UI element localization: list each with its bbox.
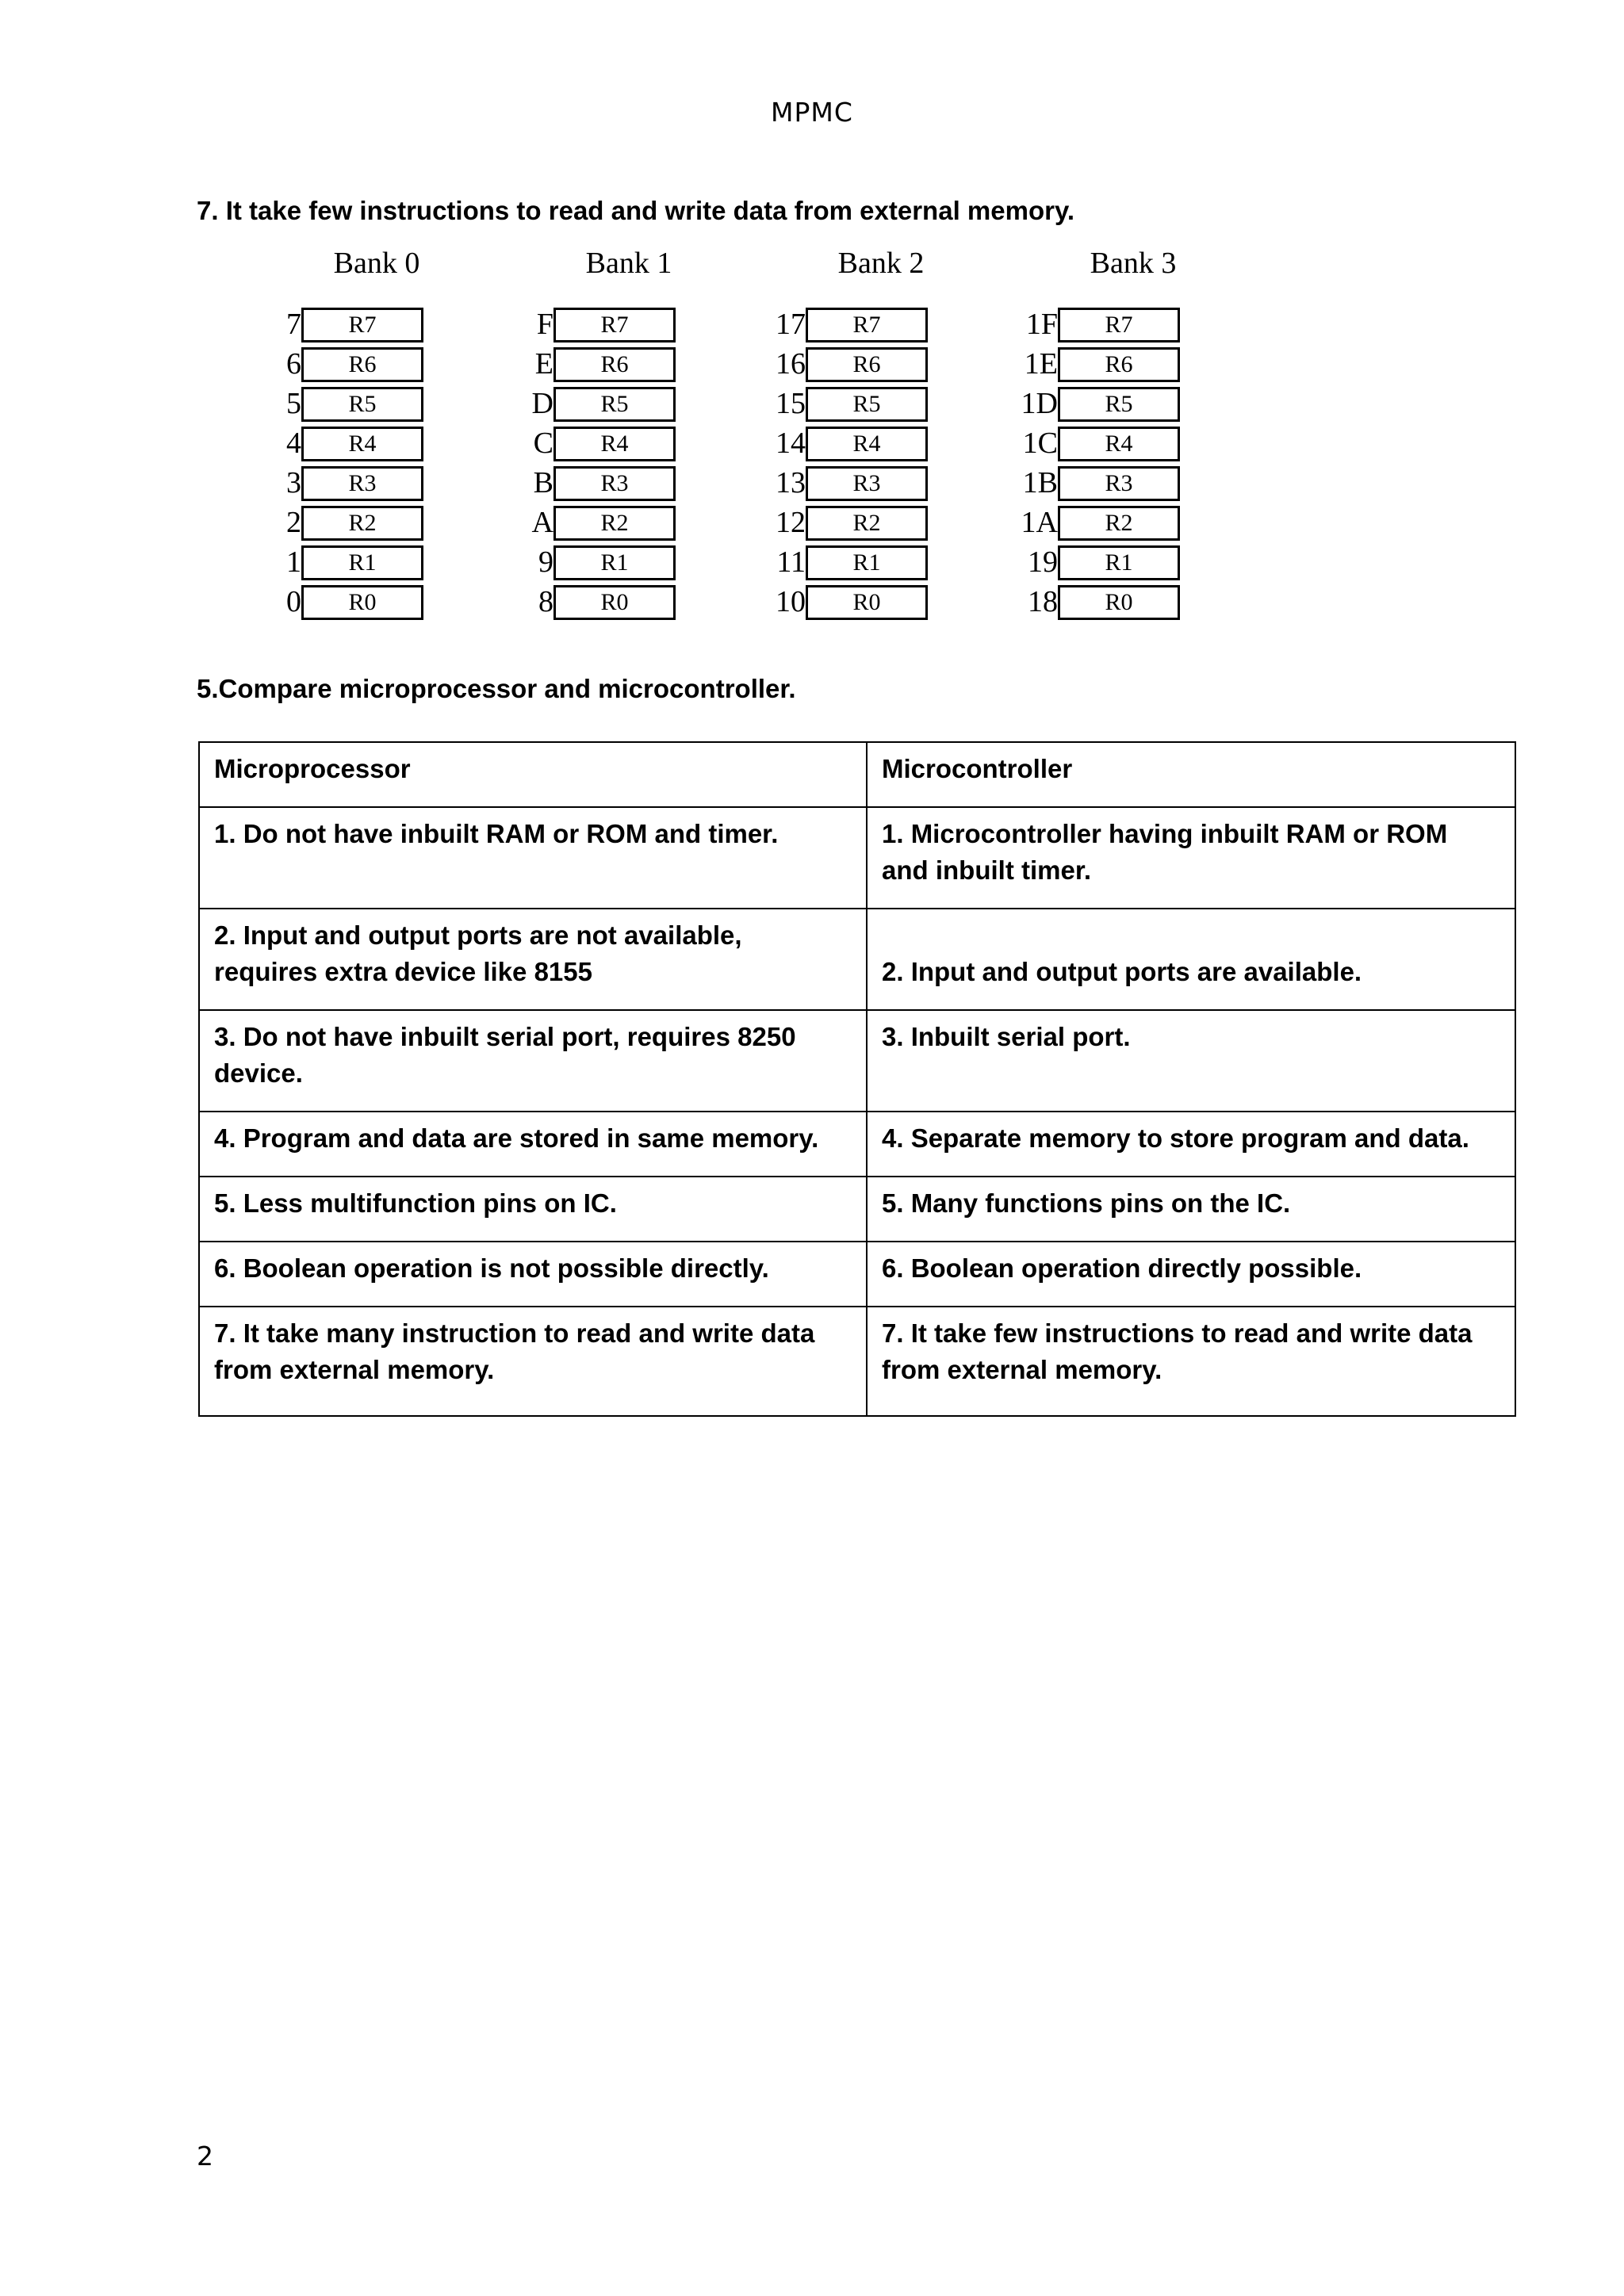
table-cell: 5. Less multifunction pins on IC. xyxy=(199,1177,867,1242)
register-row xyxy=(766,584,1004,620)
bank-title: Bank 0 xyxy=(333,247,420,280)
register-box: R2 xyxy=(1058,506,1180,541)
table-cell: 2. Input and output ports are not available, requires extra device like 8155 xyxy=(199,909,867,1010)
register-row xyxy=(1018,346,1256,382)
register-row xyxy=(1018,584,1256,620)
comparison-table xyxy=(198,741,1516,1417)
register-box: R1 xyxy=(806,545,928,580)
register-address: 2 xyxy=(286,506,301,539)
register-box: R0 xyxy=(1058,585,1180,620)
register-row xyxy=(1018,425,1256,461)
register-box: R7 xyxy=(806,308,928,342)
register-box: R1 xyxy=(1058,545,1180,580)
table-cell: 1. Microcontroller having inbuilt RAM or ROM and inbuilt timer. xyxy=(867,807,1515,909)
register-address: F xyxy=(536,308,553,341)
register-address: 13 xyxy=(776,466,806,499)
register-row xyxy=(1018,544,1256,580)
register-address: 1C xyxy=(1022,427,1058,460)
register-row xyxy=(514,544,752,580)
section-heading-compare: 5.Compare microprocessor and microcontroller. xyxy=(197,674,796,703)
register-row xyxy=(262,465,500,501)
register-box: R2 xyxy=(806,506,928,541)
register-address: 6 xyxy=(286,347,301,381)
register-row xyxy=(766,306,1004,342)
register-row xyxy=(262,504,500,541)
register-box: R2 xyxy=(301,506,423,541)
register-address: A xyxy=(531,506,553,539)
register-box: R5 xyxy=(806,387,928,422)
register-row xyxy=(262,584,500,620)
table-row xyxy=(199,807,1515,909)
register-address: E xyxy=(534,347,553,381)
register-box: R4 xyxy=(806,427,928,461)
register-row xyxy=(262,425,500,461)
register-box: R2 xyxy=(553,506,676,541)
register-box: R6 xyxy=(301,347,423,382)
register-row xyxy=(1018,504,1256,541)
register-address: 11 xyxy=(776,545,806,579)
register-row xyxy=(514,346,752,382)
table-cell: 1. Do not have inbuilt RAM or ROM and timer. xyxy=(199,807,867,909)
register-box: R4 xyxy=(1058,427,1180,461)
table-cell: 4. Separate memory to store program and data. xyxy=(867,1112,1515,1177)
register-address: 3 xyxy=(286,466,301,499)
register-row xyxy=(1018,465,1256,501)
bank-title: Bank 3 xyxy=(1090,247,1177,280)
register-box: R6 xyxy=(553,347,676,382)
register-address: D xyxy=(531,387,553,420)
table-row xyxy=(199,1307,1515,1416)
register-address: C xyxy=(533,427,553,460)
table-row xyxy=(199,1242,1515,1307)
register-address: 1F xyxy=(1025,308,1058,341)
register-box: R3 xyxy=(806,466,928,501)
register-address: 16 xyxy=(776,347,806,381)
table-cell: 3. Do not have inbuilt serial port, requires 8250 device. xyxy=(199,1010,867,1112)
register-address: 1 xyxy=(286,545,301,579)
register-box: R1 xyxy=(301,545,423,580)
register-address: 4 xyxy=(286,427,301,460)
register-address: 1E xyxy=(1024,347,1058,381)
register-row xyxy=(766,425,1004,461)
register-row xyxy=(262,346,500,382)
register-address: 10 xyxy=(776,585,806,618)
register-box: R4 xyxy=(301,427,423,461)
register-address: 1D xyxy=(1021,387,1058,420)
table-header-row xyxy=(199,742,1515,807)
bank-title: Bank 2 xyxy=(837,247,925,280)
register-address: 0 xyxy=(286,585,301,618)
table-cell: 6. Boolean operation directly possible. xyxy=(867,1242,1515,1307)
table-row xyxy=(199,1177,1515,1242)
page-header: MPMC xyxy=(771,97,853,128)
table-cell: 6. Boolean operation is not possible directly. xyxy=(199,1242,867,1307)
register-address: 14 xyxy=(776,427,806,460)
table-header-cell: Microcontroller xyxy=(867,742,1515,807)
register-box: R1 xyxy=(553,545,676,580)
register-row xyxy=(514,504,752,541)
register-box: R6 xyxy=(1058,347,1180,382)
register-address: 19 xyxy=(1028,545,1058,579)
register-row xyxy=(514,425,752,461)
register-box: R0 xyxy=(553,585,676,620)
register-address: 5 xyxy=(286,387,301,420)
register-row xyxy=(766,504,1004,541)
table-row xyxy=(199,1010,1515,1112)
register-row xyxy=(766,465,1004,501)
register-address: 12 xyxy=(776,506,806,539)
table-cell: 3. Inbuilt serial port. xyxy=(867,1010,1515,1112)
register-address: 1B xyxy=(1022,466,1058,499)
register-row xyxy=(1018,306,1256,342)
register-box: R5 xyxy=(1058,387,1180,422)
register-row xyxy=(262,544,500,580)
table-cell: 7. It take many instruction to read and write data from external memory. xyxy=(199,1307,867,1416)
register-row xyxy=(514,385,752,422)
table-header-cell: Microprocessor xyxy=(199,742,867,807)
register-address: 8 xyxy=(538,585,553,618)
register-box: R4 xyxy=(553,427,676,461)
register-row xyxy=(766,346,1004,382)
register-box: R3 xyxy=(1058,466,1180,501)
register-row xyxy=(766,544,1004,580)
table-cell: 2. Input and output ports are available. xyxy=(867,909,1515,1010)
register-box: R6 xyxy=(806,347,928,382)
table-row xyxy=(199,909,1515,1010)
register-row xyxy=(262,306,500,342)
register-row xyxy=(514,465,752,501)
register-box: R7 xyxy=(553,308,676,342)
register-box: R7 xyxy=(1058,308,1180,342)
register-row xyxy=(514,584,752,620)
section-heading-top: 7. It take few instructions to read and write data from external memory. xyxy=(197,196,1075,225)
register-box: R3 xyxy=(301,466,423,501)
register-banks-diagram xyxy=(262,246,1253,634)
register-box: R0 xyxy=(806,585,928,620)
register-address: 15 xyxy=(776,387,806,420)
register-address: 1A xyxy=(1021,506,1058,539)
register-address: B xyxy=(533,466,553,499)
table-row xyxy=(199,1112,1515,1177)
register-address: 9 xyxy=(538,545,553,579)
register-box: R3 xyxy=(553,466,676,501)
register-box: R7 xyxy=(301,308,423,342)
register-row xyxy=(262,385,500,422)
register-box: R0 xyxy=(301,585,423,620)
register-address: 17 xyxy=(776,308,806,341)
table-cell: 7. It take few instructions to read and write data from external memory. xyxy=(867,1307,1515,1416)
register-address: 18 xyxy=(1028,585,1058,618)
register-box: R5 xyxy=(553,387,676,422)
table-cell: 4. Program and data are stored in same memory. xyxy=(199,1112,867,1177)
register-row xyxy=(1018,385,1256,422)
page-number: 2 xyxy=(197,2141,213,2172)
bank-title: Bank 1 xyxy=(585,247,672,280)
register-box: R5 xyxy=(301,387,423,422)
table-cell: 5. Many functions pins on the IC. xyxy=(867,1177,1515,1242)
register-row xyxy=(766,385,1004,422)
register-row xyxy=(514,306,752,342)
register-address: 7 xyxy=(286,308,301,341)
